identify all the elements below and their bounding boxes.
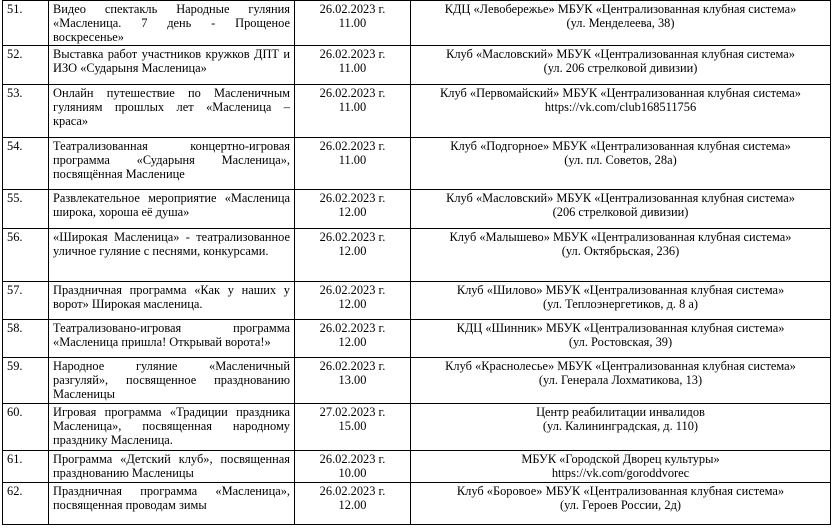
table-row [3,450,831,482]
event-date: 26.02.2023 г. [319,358,386,373]
event-time: 10.00 [338,465,367,480]
venue-name: КДЦ «Левобережье» МБУК «Централизованная клубная система» [444,2,797,16]
venue-name: Клуб «Подгорное» МБУК «Централизованная клубная система» [450,138,791,153]
row-number: 61. [3,450,49,482]
event-date-time [295,137,411,189]
event-time: 11.00 [338,152,367,167]
event-venue [411,357,831,403]
event-date-time [295,450,411,482]
event-title: Онлайн путешествие по Масленичным гуляниям прошлых лет «Масленица – краса» [49,84,295,137]
event-date: 26.02.2023 г. [319,483,386,498]
event-date-time [295,189,411,228]
venue-address: (ул. Менделеева, 38) [566,16,675,31]
event-time: 12.00 [338,296,367,311]
event-date-time [295,1,411,46]
row-number: 60. [3,403,49,450]
table-row [3,357,831,403]
table-row [3,84,831,137]
event-date: 26.02.2023 г. [319,2,386,16]
event-venue [411,450,831,482]
event-date: 26.02.2023 г. [319,85,386,100]
event-date: 26.02.2023 г. [319,190,386,205]
row-number: 54. [3,137,49,189]
event-date: 26.02.2023 г. [319,138,386,153]
event-date-time [295,403,411,450]
venue-name: Клуб «Масловский» МБУК «Централизованная клубная система» [446,190,795,205]
event-venue [411,403,831,450]
event-date-time [295,228,411,281]
venue-address: (ул. Героев России, 2д) [559,497,682,512]
venue-name: КДЦ «Шинник» МБУК «Централизованная клубная система» [456,320,785,335]
event-time: 15.00 [338,418,367,433]
venue-address: (ул. Теплоэнергетиков, д. 8 а) [542,296,699,311]
venue-address: (ул. Октябрьская, 236) [561,243,680,258]
event-date-time [295,84,411,137]
table-row [3,319,831,357]
row-number: 62. [3,482,49,524]
event-date-time [295,319,411,357]
event-date: 26.02.2023 г. [319,320,386,335]
event-venue [411,281,831,319]
row-number: 55. [3,189,49,228]
event-title: Народное гуляние «Масленичный разгуляй», посвященное празднованию Масленицы [49,357,295,403]
event-date: 26.02.2023 г. [319,229,386,244]
row-number: 57. [3,281,49,319]
event-date: 27.02.2023 г. [319,404,386,419]
event-venue [411,1,831,46]
venue-address: (206 стрелковой дивизии) [552,204,689,219]
table-row [3,137,831,189]
event-title: «Широкая Масленица» - театрализованное уличное гуляние с песнями, конкурсами. [49,228,295,281]
event-date-time [295,482,411,524]
event-time: 11.00 [338,16,367,31]
event-title: Театрализовано-игровая программа «Масленица пришла! Открывай ворота!» [49,319,295,357]
event-venue [411,45,831,84]
row-number: 56. [3,228,49,281]
venue-address: (ул. 206 стрелковой дивизии) [543,60,698,75]
event-time: 12.00 [338,204,367,219]
event-title: Видео спектакль Народные гуляния «Масленица. 7 день - Прощеное воскресенье» [49,1,295,46]
event-venue [411,84,831,137]
event-venue [411,482,831,524]
venue-name: Клуб «Краснолесье» МБУК «Централизованная клубная система» [445,358,796,373]
venue-address: (ул. Калининградская, д. 110) [542,418,699,433]
venue-name: Клуб «Шилово» МБУК «Централизованная клубная система» [456,282,785,297]
table-row [3,1,831,46]
row-number: 51. [3,1,49,46]
event-date: 26.02.2023 г. [319,282,386,297]
event-venue [411,228,831,281]
event-title: Развлекательное мероприятие «Масленица широка, хороша её душа» [49,189,295,228]
event-title: Выставка работ участников кружков ДПТ и ИЗО «Сударыня Масленица» [49,45,295,84]
venue-name: Клуб «Масловский» МБУК «Централизованная клубная система» [446,46,795,61]
event-date-time [295,281,411,319]
table-row [3,482,831,524]
venue-address: (ул. Генерала Лохматикова, 13) [538,372,703,387]
event-venue [411,189,831,228]
event-venue [411,137,831,189]
event-time: 12.00 [338,243,367,258]
event-time: 12.00 [338,334,367,349]
venue-name: Центр реабилитации инвалидов [536,404,705,419]
venue-address: (ул. пл. Советов, 28а) [564,152,677,167]
venue-name: Клуб «Малышево» МБУК «Централизованная клубная система» [449,229,792,244]
row-number: 53. [3,84,49,137]
table-row [3,228,831,281]
table-row [3,45,831,84]
venue-name: Клуб «Боровое» МБУК «Централизованная клубная система» [456,483,785,498]
event-date-time [295,357,411,403]
venue-name: Клуб «Первомайский» МБУК «Централизованная клубная система» [440,85,801,100]
table-row [3,281,831,319]
event-time: 11.00 [338,60,367,75]
event-venue [411,319,831,357]
event-date-time [295,45,411,84]
event-date: 26.02.2023 г. [319,46,386,61]
events-table [2,0,831,525]
event-time: 13.00 [338,372,367,387]
event-time: 11.00 [338,99,367,114]
table-row [3,189,831,228]
event-title: Театрализованная концертно-игровая программа «Сударыня Масленица», посвящённая Масленице [49,137,295,189]
event-title: Праздничная программа «Как у наших у ворот» Широкая масленица. [49,281,295,319]
row-number: 59. [3,357,49,403]
row-number: 58. [3,319,49,357]
event-title: Праздничная программа «Масленица», посвященная проводам зимы [49,482,295,524]
event-title: Программа «Детский клуб», посвященная празднованию Масленицы [49,450,295,482]
event-time: 12.00 [338,497,367,512]
venue-address: https://vk.com/goroddvorec [551,465,690,480]
event-title: Игровая программа «Традиции праздника Масленица», посвященная народному празднику Масленица. [49,403,295,450]
row-number: 52. [3,45,49,84]
table-row [3,403,831,450]
venue-address: https://vk.com/club168511756 [544,99,697,114]
venue-name: МБУК «Городской Дворец культуры» [521,451,720,466]
venue-address: (ул. Ростовская, 39) [568,334,673,349]
event-date: 26.02.2023 г. [319,451,386,466]
